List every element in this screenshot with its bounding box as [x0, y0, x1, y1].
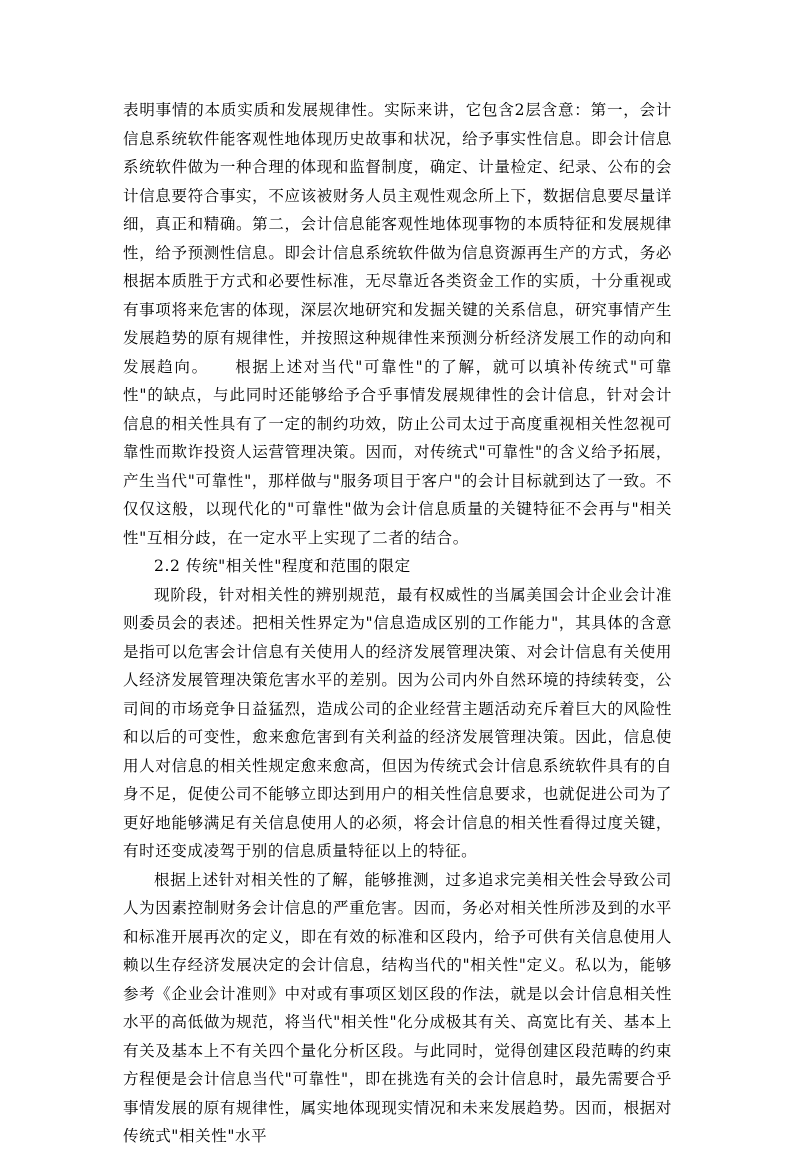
document-body: [123, 96, 672, 1151]
section-heading-2-2: 2.2 传统"相关性"程度和范围的限定: [154, 557, 411, 575]
body-paragraph-2: 现阶段，针对相关性的辨别规范，最有权威性的当属美国会计企业会计准则委员会的表述。把相关性界定为"信息造成区别的工作能力"，其具体的含意是指可以危害会计信息有关使用人的经济发展管理决策、对会计信息有关使用人经济发展管理决策危害水平的差别。因为公司内外自然环境的持续转变，公司间的市场竞争日益猛烈，造成公司的企业经营主题活动充斥着巨大的风险性和以后的可变性，愈来愈危害到有关利益的经济发展管理决策。因此，信息使用人对信息的相关性规定愈来愈高，但因为传统式会计信息系统软件具有的自身不足，促使公司不能够立即达到用户的相关性信息要求，也就促进公司为了更好地能够满足有关信息使用人的必须，将会计信息的相关性看得过度关键，有时还变成凌驾于别的信息质量特征以上的特征。: [123, 585, 672, 860]
body-paragraph-1: 表明事情的本质实质和发展规律性。实际来讲，它包含2层含意：第一，会计信息系统软件能客观性地体现历史故事和状况，给予事实性信息。即会计信息系统软件做为一种合理的体现和监督制度，确定、计量检定、纪录、公布的会计信息要符合事实，不应该被财务人员主观性观念所上下，数据信息要尽量详细，真正和精确。第二，会计信息能客观性地体现事物的本质特征和发展规律性，给予预测性信息。即会计信息系统软件做为信息资源再生产的方式，务必根据本质胜于方式和必要性标准，无尽靠近各类资金工作的实质，十分重视或有事项将来危害的体现，深层次地研究和发掘关键的关系信息，研究事情产生发展趋势的原有规律性，并按照这种规律性来预测分析经济发展工作的动向和发展趋向。 根据上述对当代"可靠性"的了解，就可以填补传统式"可靠性"的缺点，与此同时还能够给予合乎事情发展规律性的会计信息，针对会计信息的相关性具有了一定的制约功效，防止公司太过于高度重视相关性忽视可靠性而欺诈投资人运营管理决策。因而，对传统式"可靠性"的含义给予拓展，产生当代"可靠性"，那样做与"服务项目于客户"的会计目标就到达了一致。不仅仅这般，以现代化的"可靠性"做为会计信息质量的关键特征不会再与"相关性"互相分歧，在一定水平上实现了二者的结合。: [123, 101, 672, 547]
body-paragraph-3: 根据上述针对相关性的了解，能够推测，过多追求完美相关性会导致公司人为因素控制财务会计信息的严重危害。因而，务必对相关性所涉及到的水平和标准开展再次的定义，即在有效的标准和区段内，给予可供有关信息使用人赖以生存经济发展决定的会计信息，结构当代的"相关性"定义。私以为，能够参考《企业会计准则》中对或有事项区划区段的作法，就是以会计信息相关性水平的高低做为规范，将当代"相关性"化分成极其有关、高宽比有关、基本上有关及基本上不有关四个量化分析区段。与此同时，觉得创建区段范畴的约束方程便是会计信息当代"可靠性"，即在挑选有关的会计信息时，最先需要合乎事情发展的原有规律性，属实地体现现实情况和未来发展趋势。因而，根据对传统式"相关性"水平: [123, 870, 672, 1145]
